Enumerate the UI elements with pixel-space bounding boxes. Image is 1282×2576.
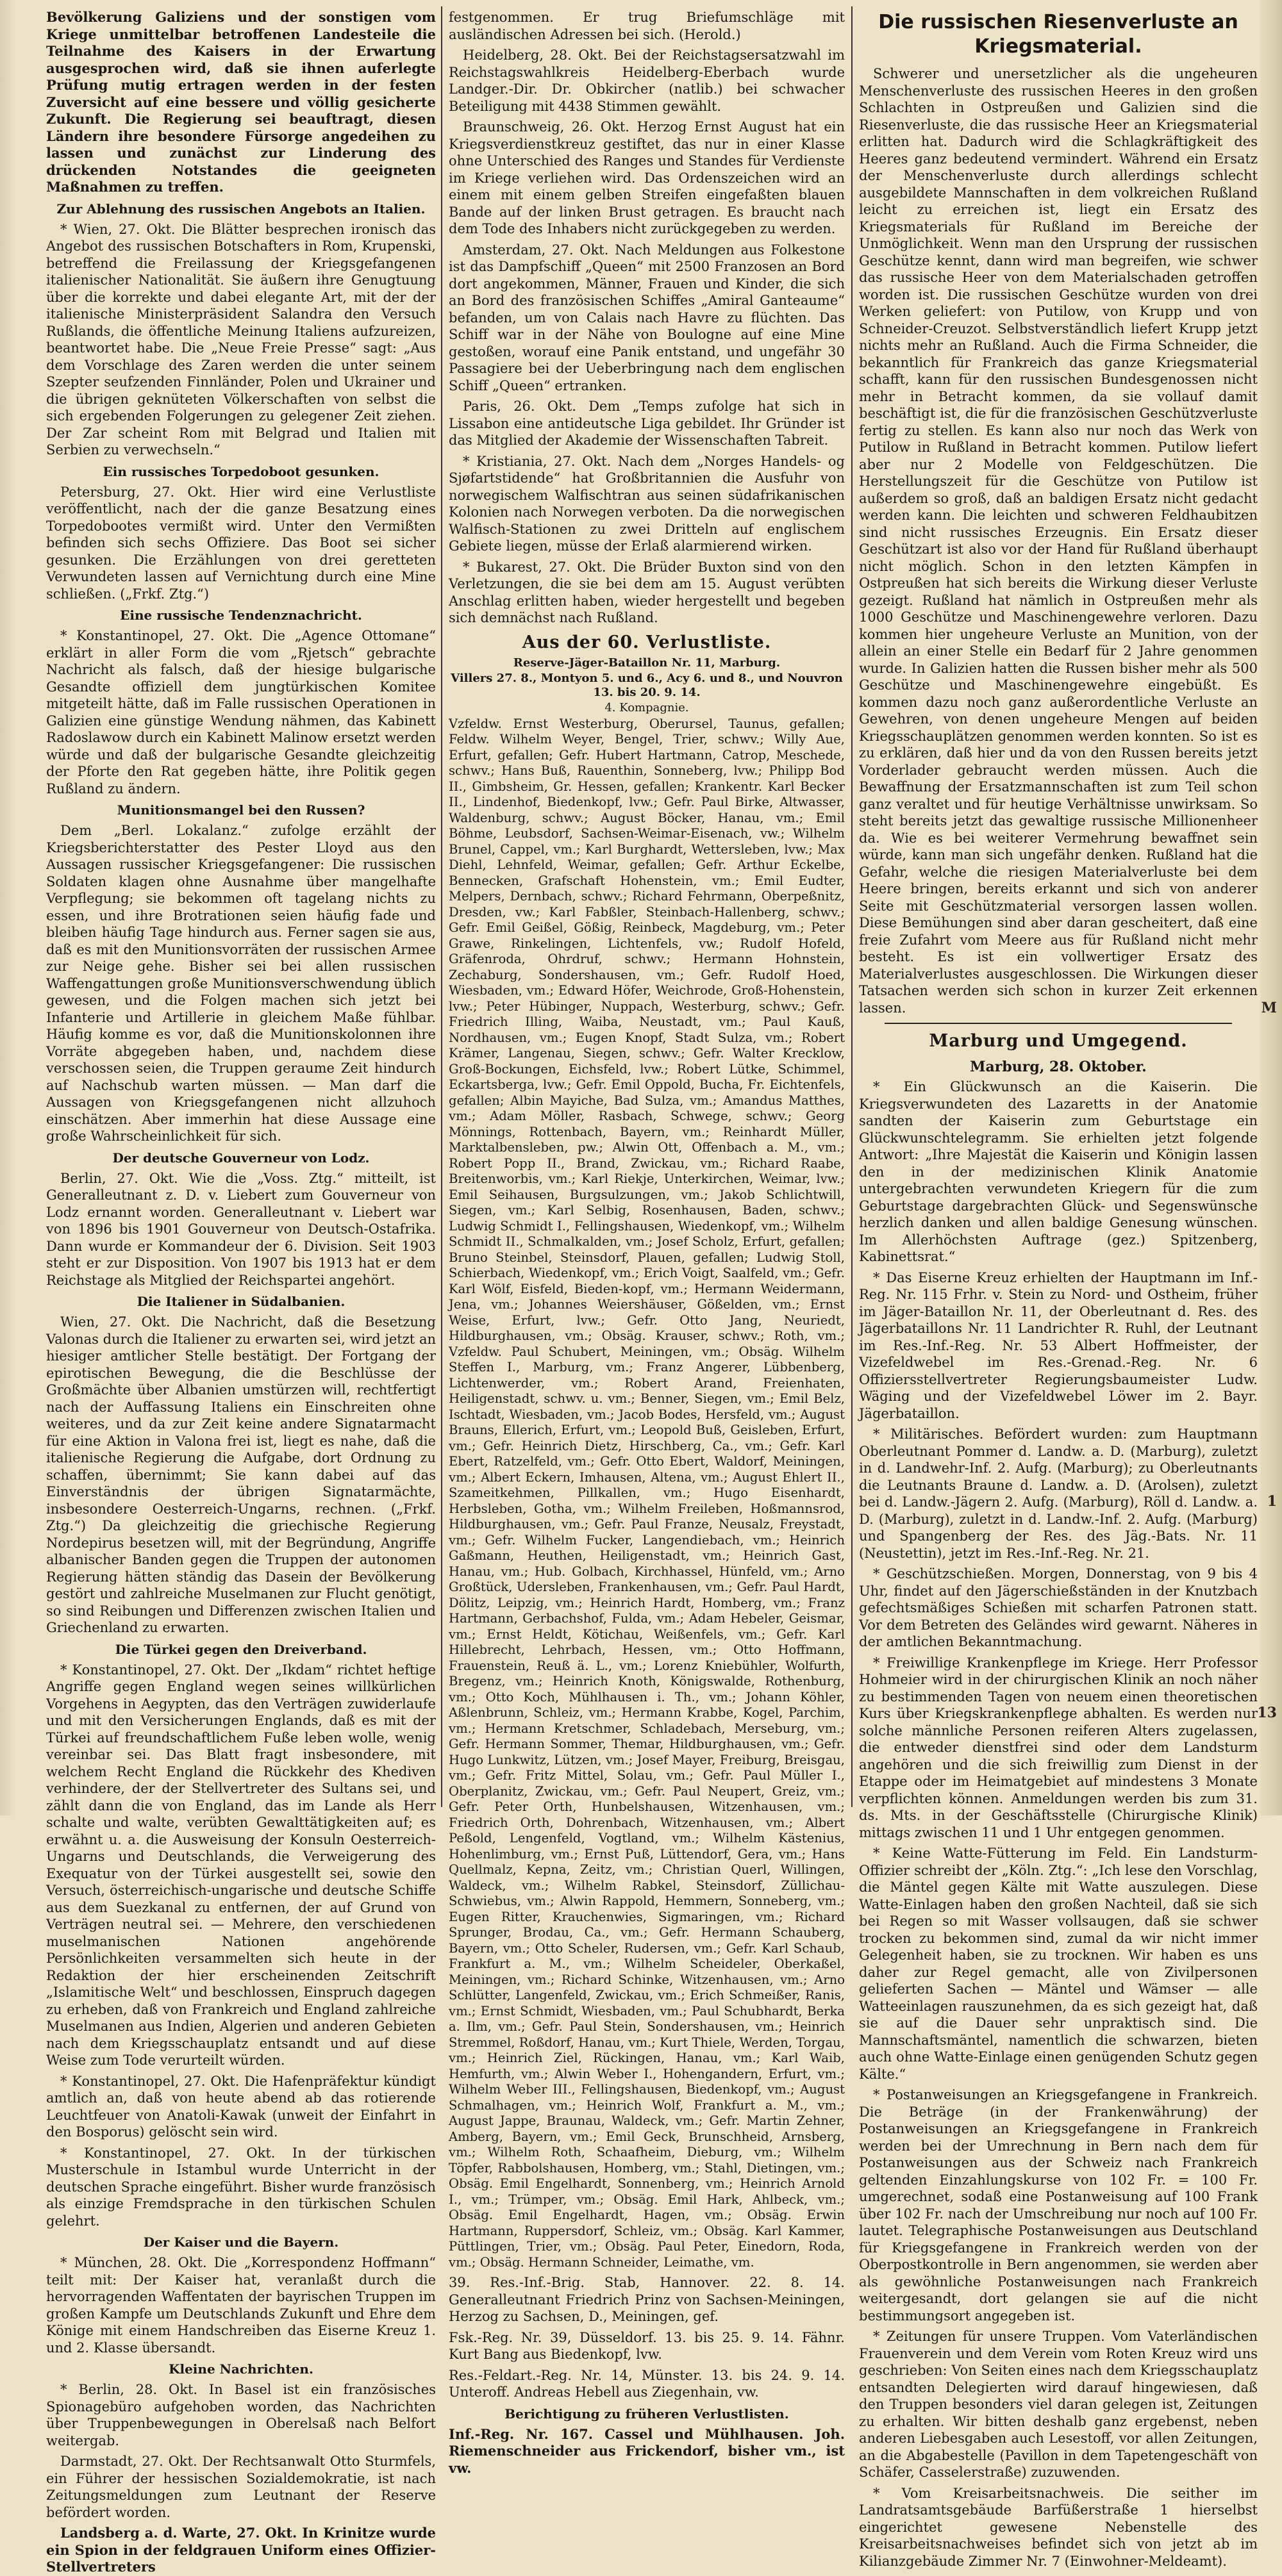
adjacent-page-edge	[1257, 0, 1282, 1815]
article-military: * Militärisches. Befördert wurden: zum Hauptmann Oberleutnant Pommer d. Landw. a. D. (Marburg), zuletzt in d. Landwehr-Inf. 2. Aufg. (Marburg); zu Oberleutnants die Leutnants Braune d. Landw. a. D. (Arolsen), zuletzt bei d. Landw.-Jägern 2. Aufg. (Marburg), Röll d. Landw. a. D. (Marburg), zuletzt in d. Landw.-Inf. 2. Aufg. (Marburg) und Spangenberg der Res. des Jäg.-Bats. Nr. 11 (Neustettin), jetzt im Res.-Inf.-Reg. Nr. 21.	[859, 1426, 1258, 1561]
column-3	[859, 9, 1258, 2569]
article-school: * Konstantinopel, 27. Okt. In der türkischen Musterschule in Istambul wurde Unterricht in der deutschen Sprache eingeführt. Bisher wurde französisch als einzige Fremdsprache in den türkischen Schulen gelehrt.	[46, 2145, 436, 2229]
column-rule-1	[441, 6, 442, 1807]
article-munitions: Dem „Berl. Lokalanz.“ zufolge erzählt der Kriegsberichterstatter des Pester Lloyd aus den Aussagen russischer Kriegsgefangener: Die russischen Soldaten klagen ohne Ausnahme über mangelhafte Verpflegung; sie bekommen oft tagelang nichts zu essen, und ihre Brotrationen seien häufig fade und bleiben häufig Tage hindurch aus. Ferner sagen sie aus, daß es mit den Munitionsvorräten der russischen Armee zur Neige gehe. Bisher sei bei allen russischen Waffengattungen große Munitionsverschwendung üblich gewesen, und die Folgen machen sich jetzt bei Infanterie und Artillerie in gleichem Maße fühlbar. Häufig komme es vor, daß die Munitionskolonnen ihre Vorräte abgegeben haben, und, nachdem diese verschossen seien, die Truppen geraume Zeit hindurch auf Nachschub warten müssen. — Man darf die Aussagen von Kriegsgefangenen nicht allzuhoch einschätzen. Aber immerhin hat diese Aussage eine große Wahrscheinlichkeit für sich.	[46, 823, 436, 1144]
article-bukarest: * Bukarest, 27. Okt. Die Brüder Buxton sind von den Verletzungen, die sie bei dem am 15. August verübten Anschlag erlitten haben, wieder hergestellt und begeben sich demnächst nach Rußland.	[449, 559, 845, 625]
article-labor-office: * Vom Kreisarbeitsnachweis. Die seither im Landratsamtsgebäude Barfüßerstraße 1 hierselbst eingerichtet gewesene Nebenstelle des Kreisarbeitsnachweises befindet sich von jetzt ab im Kilianzgebäude Zimmer Nr. 7 (Einwohner-Meldeamt).	[859, 2485, 1258, 2569]
casualty-list-title: Aus der 60. Verlustliste.	[522, 632, 772, 652]
article-russian-losses: Schwerer und unersetzlicher als die ungeheuren Menschenverluste des russischen Heeres in den großen Schlachten in Ostpreußen und Galizien sind die Riesenverluste, die das russische Heer an Kriegsmaterial erlitten hat. Dadurch wird die Schlagkräftigkeit des Heeres ganz bedeutend vermindert. Während ein Ersatz der Menschenverluste durch allerdings schlecht ausgebildete Mannschaften in dem volkreichen Rußland leicht zu erreichen ist, liegt ein Ersatz des Kriegsmaterials für Rußland im Bereiche der Unmöglichkeit. Wenn man den Ursprung der russischen Geschütze kennt, dann wird man begreifen, wie schwer das russische Heer von dem Materialschaden getroffen worden ist. Die russischen Geschütze wurden von drei Werken geliefert: von Putilow, von Krupp und von Schneider-Creuzot. Selbstverständlich liefert Krupp jetzt nichts mehr an Rußland. Auch die Firma Schneider, die bekanntlich für Frankreich das ganze Kriegsmaterial schafft, kann für den russischen Bundesgenossen nicht mehr in Betracht kommen, da sie vollauf damit beschäftigt ist, die für die französischen Geschützverluste fertig zu stellen. Es kann also nur noch das Werk von Putilow in Rußland in Betracht kommen. Putilow liefert aber nur 2 Modelle von Feldgeschützen. Die Herstellungszeit für die Geschütze von Putilow ist außerdem so groß, daß an baldigen Ersatz nicht gedacht werden kann. Die leichten und schweren Feldhaubitzen sind nicht russisches Erzeugnis. Ein Ersatz dieser Geschützart ist also vor der Hand für Rußland überhaupt nicht möglich. Schon in den letzten Kämpfen in Ostpreußen hat sich bereits die Wirkung dieser Verluste gezeigt. Rußland hat nämlich in Ostpreußen mehr als 1000 Geschütze und Maschinengewehre verloren. Dazu kommen hier ungeheure Verluste an Munition, von der allein an einer Stelle ein Bedarf für 2 Jahre genommen wurde. In Galizien hatten die Russen bisher mehr als 500 Geschütze und Maschinengewehre eingebüßt. Es kommen dazu noch ganz außerordentliche Verluste an Gewehren, von denen ungeheure Mengen auf beiden Kriegsschauplätzen genommen werden konnten. So ist es zu erklären, daß hier und da von den Russen bereits jetzt Vorderlader gebraucht werden müssen. Auch die Bewaffnung der Ersatzmannschaften ist zum Teil schon ganz veraltet und für heutige Verhältnisse unwirksam. So steht bereits jetzt das gewaltige russische Millionenheer da. Wie es bei weiterer Vermehrung bewaffnet sein würde, kann man sich ungefähr denken. Rußland hat die Gefahr, welche die riesigen Materialverluste bei dem Heere bringen, bereits erkannt und sich von anderer Seite mit Geschützmaterial versorgen lassen wollen. Diese Bemühungen sind aber daran gescheitert, daß eine freie Zufahrt vom Meere aus für Rußland nicht mehr besteht. Es ist ein vollwertiger Ersatz des Materialverlustes ausgeschlossen. Die Wirkungen dieser Tatsachen werden sich schon in kurzer Zeit erkennen lassen.	[859, 66, 1258, 1016]
article-galicia: Bevölkerung Galiziens und der sonstigen vom Kriege unmittelbar betroffenen Landesteile die Teilnahme des Kaisers in der Erwartung ausgesprochen wird, daß sie ihnen auferlegte Prüfung mutig ertragen werden in der festen Zuversicht auf eine bessere und völlig gesicherte Zukunft. Die Regierung sei beauftragt, diesen Ländern ihre besondere Fürsorge angedeihen zu lassen und zunächst zur Linderung des drückenden Notstandes die geeigneten Maßnahmen zu treffen.	[46, 9, 436, 195]
article-russian-report: * Konstantinopel, 27. Okt. Die „Agence Ottomane“ erklärt in aller Form die vom „Rjetsch“ gebrachte Nachricht als falsch, daß der hiesige bulgarische Gesandte offiziell dem jungtürkischen Komitee mitgeteilt hätte, daß im Falle russischen Operationen in Galizien eine günstige Wendung nähmen, das Kabinett Radoslawow durch ein Kabinett Malinow ersetzt werden würde und daß der bulgarische Gesandte gleichzeitig der Pforte den Rat gegeben hätte, ihre Politik gegen Rußland zu ändern.	[46, 628, 436, 797]
article-kristiania: * Kristiania, 27. Okt. Nach dem „Norges Handels- og Sjøfartstidende“ hat Großbritannien die Ausfuhr von norwegischem Walfischtran aus seinen südafrikanischen Kolonien nach Norwegen verboten. Da die norwegischen Walfisch-Stationen zu zwei Dritteln auf englischem Gebiete liegen, müsse der Erlaß alarmierend wirken.	[449, 453, 845, 554]
article-lighthouse: * Konstantinopel, 27. Okt. Die Hafenpräfektur kündigt amtlich an, daß von heute abend ab das rotierende Leuchtfeuer von Anatoli-Kawak (unweit der Einfahrt in den Bosporus) gelöscht sein wird.	[46, 2073, 436, 2140]
article-paris: Paris, 26. Okt. Dem „Temps zufolge hat sich in Lissabon eine antideutsche Liga gebildet. Ihr Gründer ist das Mitglied der Akademie der Wissenschaften Tabreit.	[449, 399, 845, 448]
headline-russian-report: Eine russische Tendenznachricht.	[120, 607, 362, 623]
section-divider	[885, 1023, 1232, 1024]
headline-kaiser-bavarians: Der Kaiser und die Bayern.	[143, 2234, 339, 2250]
headline-munitions: Munitionsmangel bei den Russen?	[117, 802, 365, 818]
article-money-orders: * Postanweisungen an Kriegsgefangene in Frankreich. Die Beträge (in der Frankenwährung) der Postanweisungen an Kriegsgefangene in Frankreich werden bei der Umrechnung in Bern nach dem für Postanweisungen aus der Schweiz nach Frankreich geltenden Einzahlungskurse von 102 Fr. = 100 Fr. umgerechnet, sodaß eine Postanweisung auf 100 Frank über 102 Fr. nach der Umschreibung nur noch auf 100 Fr. lautet. Telegraphische Postanweisungen aus Deutschland für Kriegsgefangene in Frankreich werden von der Oberpostkontrolle in Bern angenommen, sie werden aber als gewöhnliche Postanweisungen nach Frankreich weitergesandt, dort gelangen sie auf die nicht bestimmungsort angegeben ist.	[859, 2087, 1258, 2324]
headline-short-news: Kleine Nachrichten.	[169, 2361, 313, 2377]
article-newspapers-troops: * Zeitungen für unsere Truppen. Vom Vaterländischen Frauenverein und dem Verein vom Roten Kreuz wird uns geschrieben: Von Seiten eines nach dem Kriegsschauplatz entsandten Delegierten wird darauf hingewiesen, daß den Truppen besonders viel daran gelegen ist, Zeitungen zu erhalten. Wir bitten deshalb ganz ergebenst, neben anderen Liebesgaben auch Lesestoff, vor allen Zeitungen, an die Abgabestelle (Pavillon in dem Tapetengeschäft von Schäfer, Casselerstraße) zuzuwenden.	[859, 2329, 1258, 2480]
headline-russian-losses: Die russischen Riesenverluste an Kriegsmaterial.	[878, 11, 1238, 58]
casualty-feldart-reg: Res.-Feldart.-Reg. Nr. 14, Münster. 13. bis 24. 9. 14. Unteroff. Andreas Hebell aus Ziegenhain, vw.	[449, 2367, 845, 2400]
headline-torpedo-boat: Ein russisches Torpedoboot gesunken.	[103, 463, 379, 479]
page-fold-shadow	[0, 0, 17, 1815]
article-iron-cross: * Das Eiserne Kreuz erhielten der Hauptmann im Inf.-Reg. Nr. 115 Frhr. v. Stein zu Nord- und Ostheim, früher im Jäger-Bataillon Nr. 11, der Oberleutnant d. Res. des Jägerbataillons Nr. 11 Landrichter R. Ruhl, der Leutnant im Res.-Inf.-Reg. Nr. 53 Albert Hoffmeister, der Vizefeldwebel im Res.-Grenad.-Reg. Nr. 6 Offiziersstellvertreter Regierungsbaumeister Ludw. Wäging und der Vizefeldwebel Löwer im 2. Bayr. Jägerbataillon.	[859, 1269, 1258, 1421]
headline-turkey: Die Türkei gegen den Dreiverband.	[115, 1641, 367, 1657]
column-2	[449, 9, 845, 2476]
casualty-fsk-reg: Fsk.-Reg. Nr. 39, Düsseldorf. 13. bis 25. 9. 14. Fähnr. Kurt Bang aus Biedenkopf, lvw.	[449, 2329, 845, 2362]
article-heidelberg: Heidelberg, 28. Okt. Bei der Reichstagsersatzwahl im Reichstagswahlkreis Heidelberg-Eberbach wurde Landger.-Dir. Dr. Obkircher (natlib.) bei schwacher Beteiligung mit 4438 Stimmen gewählt.	[449, 47, 845, 114]
casualty-unit-dates: Villers 27. 8., Montyon 5. und 6., Acy 6. und 8., und Nouvron 13. bis 20. 9. 14.	[451, 671, 843, 699]
headline-italy-offer: Zur Ablehnung des russischen Angebots an Italien.	[56, 201, 426, 217]
headline-corrections: Berichtigung zu früheren Verlustlisten.	[504, 2406, 789, 2422]
column-rule-2	[851, 6, 853, 1807]
edge-mark-3: 13	[1257, 1705, 1277, 1721]
article-nursing: * Freiwillige Krankenpflege im Kriege. Herr Professor Hohmeier wird in der chirurgischen Klinik an noch näher zu bestimmenden Tagen von neuem einen theoretischen Kurs über Kriegskrankenpflege abhalten. Es werden nur solche männliche Personen reiferen Alters zugelassen, die entweder dienstfrei sind oder dem Landsturm angehören und die sich freiwillig zum Dienst in der Etappe oder im Heimatgebiet auf mindestens 3 Monate verpflichten können. Anmeldungen werden bis zum 31. ds. Mts. in der Geschäftsstelle (Chirurgische Klinik) mittags zwischen 11 und 1 Uhr entgegen genommen.	[859, 1655, 1258, 1840]
headline-lodz-governor: Der deutsche Gouverneur von Lodz.	[112, 1150, 370, 1166]
edge-mark-2: 1	[1267, 1493, 1277, 1510]
casualty-brigade: 39. Res.-Inf.-Brig. Stab, Hannover. 22. 8. 14. Generalleutnant Friedrich Prinz von Sachsen-Meiningen, Herzog zu Sachsen, D., Meiningen, gef.	[449, 2275, 845, 2324]
article-landsberg: Landsberg a. d. Warte, 27. Okt. In Krinitze wurde ein Spion in der feldgrauen Uniform eines Offizier-Stellvertreters	[46, 2525, 436, 2575]
section-title-marburg: Marburg und Umgegend.	[929, 1031, 1188, 1051]
article-torpedo-boat: Petersburg, 27. Okt. Hier wird eine Verlustliste veröffentlicht, nach der die ganze Besatzung eines Torpedobootes vermißt wird. Unter den Vermißten befinden sich sechs Offiziere. Das Boot sei sicher gesunken. Die Erzählungen von drei geretteten Verwundeten lassen auf Vernichtung durch eine Mine schließen. („Frkf. Ztg.“)	[46, 484, 436, 602]
corrections-text: Inf.-Reg. Nr. 167. Cassel und Mühlhausen. Joh. Riemenschneider aus Frickendorf, bisher vm., ist vw.	[449, 2425, 845, 2476]
article-cotton-lining: * Keine Watte-Fütterung im Feld. Ein Landsturm-Offizier schreibt der „Köln. Ztg.“: „Ich lese den Vorschlag, die Mäntel gegen Kälte mit Watte auszulegen. Diese Watte-Einlagen haben den großen Nachteil, daß sie sich bei Regen so mit Wasser vollsaugen, daß sie schwer trocken zu bekommen sind, zumal da wir nicht immer Gelegenheit haben, sie zu trocknen. Wir haben es uns daher zur Regel gemacht, alle von Zivilpersonen gelieferten Sachen — Mäntel und Wämser — alle Watteeinlagen rauszunehmen, da es sich gezeigt hat, daß sie auf die Dauer sehr unpraktisch sind. Die Mannschaftsmäntel, namentlich die schwarzen, bieten auch ohne Watte-Einlage einen genügenden Schutz gegen Kälte.“	[859, 1845, 1258, 2082]
article-empress-greeting: * Ein Glückwunsch an die Kaiserin. Die Kriegsverwundeten des Lazaretts in der Anatomie sandten der Kaiserin zum Geburtstage ein Glückwunschtelegramm. Sie erhielten jetzt folgende Antwort: „Ihre Majestät die Kaiserin und Königin lassen den in der medizinischen Klinik Anatomie untergebrachten verwundeten Kriegern für die zum Geburtstage dargebrachten Glück- und Segenswünsche herzlich danken und allen baldige Genesung wünschen. Im Allerhöchsten Auftrage (gez.) Spitzenberg, Kabinettsrat.“	[859, 1079, 1258, 1264]
edge-mark-1: M	[1261, 1000, 1277, 1016]
article-spy-bureau: * Berlin, 28. Okt. In Basel ist ein französisches Spionagebüro aufgehoben worden, das Nachrichten über Truppenbewegungen in Oberelsaß nach Belfort weitergab.	[46, 2382, 436, 2448]
article-albania: Wien, 27. Okt. Die Nachricht, daß die Besetzung Valonas durch die Italiener zu erwarten sei, wird jetzt an hiesiger amtlicher Stelle bestätigt. Der Fortgang der epirotischen Bewegung, die die Beschlüsse der Großmächte über Albanien umstürzen will, rechtfertigt nach der Auffassung Italiens ein Einschreiten ohne weiteres, und da zur Zeit keine andere Signatarmacht für eine Aktion in Valona frei ist, liegt es nahe, daß die italienische Regierung die Aufgabe, dort Ordnung zu schaffen, übernimmt; Sie kann dabei auf das Einverständnis der übrigen Signatarmächte, insbesondere Oesterreich-Ungarns, rechnen. („Frkf. Ztg.“) Da gleichzeitig die griechische Regierung Nordepirus besetzen will, mit der Begründung, Angriffe albanischer Banden gegen die Truppen der autonomen Regierung hätten ständig das Dasein der Bevölkerung gestört und zahlreiche Muselmanen zur Flucht genötigt, so sind Reibungen und Differenzen zwischen Italien und Griechenland zu erwarten.	[46, 1314, 436, 1635]
article-turkey: * Konstantinopel, 27. Okt. Der „Ikdam“ richtet heftige Angriffe gegen England wegen seines willkürlichen Vorgehens in Aegypten, das den Verträgen zuwiderlaufe und mit den Versicherungen Englands, daß es mit der Türkei auf freundschaftlichem Fuße leben wolle, wenig vereinbar sei. Das Blatt fragt insbesondere, mit welchem Recht England die Rückkehr des Khediven verhindere, der der Stellvertreter des Sultans sei, und zählt dann die von England, das im Lande als Herr schalte und walte, verübten Gewalttätigkeiten auf; es erwähnt u. a. die Ausweisung der Konsuln Oesterreich-Ungarns und Deutschlands, die Verweigerung des Exequatur von der Türkei ausgestellt sei, sowie den Versuch, österreichisch-ungarische und deutsche Schiffe aus dem Suezkanal zu entfernen, der auf Grund von Verträgen neutral sei. — Mehrere, den verschiedenen muselmanischen Nationen angehörende Persönlichkeiten versammelten sich heute in der Redaktion der hier erscheinenden Zeitschrift „Islamitische Welt“ und beschlossen, Einspruch dagegen zu erheben, daß von Frankreich und England zahlreiche Muselmanen aus Indien, Algerien und anderen Gebieten nach dem Kriegsschauplatz entsandt und auf diese Weise zum Tode verurteilt würden.	[46, 1662, 436, 2068]
headline-albania: Die Italiener in Südalbanien.	[137, 1294, 345, 1309]
dateline-marburg: Marburg, 28. Oktober.	[970, 1059, 1147, 1075]
article-landsberg-cont: festgenommen. Er trug Briefumschläge mit ausländischen Adressen bei sich. (Herold.)	[449, 10, 845, 42]
column-1	[46, 9, 436, 2575]
article-amsterdam: Amsterdam, 27. Okt. Nach Meldungen aus Folkestone ist das Dampfschiff „Queen“ mit 2500 Franzosen an Bord dort angekommen, Männer, Frauen und Kinder, die sich an Bord des französischen Schiffes „Amiral Ganteaume“ befanden, um von Calais nach Havre zu flüchten. Das Schiff war in der Nähe von Boulogne auf eine Mine gestoßen, worauf eine Panik entstand, und ungefähr 30 Passagiere bei der Ueberbringung nach dem englischen Schiff „Queen“ ertranken.	[449, 242, 845, 393]
article-italy-offer: * Wien, 27. Okt. Die Blätter besprechen ironisch das Angebot des russischen Botschafters in Rom, Krupenski, betreffend die Freilassung der Kriegsgefangenen italienischer Nationalität. Sie äußern ihre Genugtuung über die korrekte und dabei elegante Art, mit der der italienische Ministerpräsident Salandra den Versuch Rußlands, die öffentliche Meinung Italiens aufzureizen, beantwortet habe. Die „Neue Freie Presse“ sagt: „Aus dem Vorschlage des Zaren werden die unter seinem Szepter seufzenden Finnländer, Polen und Ukrainer und die übrigen geknüteten Völkerschaften von selbst die sich ergebenden Folgerungen zu gelegener Zeit ziehen. Der Zar scheint Rom mit Belgrad und Italien mit Serbien zu verwechseln.“	[46, 221, 436, 458]
article-lodz-governor: Berlin, 27. Okt. Wie die „Voss. Ztg.“ mitteilt, ist Generalleutnant z. D. v. Liebert zum Gouverneur von Lodz ernannt worden. Generalleutnant v. Liebert war von 1896 bis 1901 Gouverneur von Deutsch-Ostafrika. Dann wurde er Kommandeur der 6. Division. Seit 1903 steht er zur Disposition. Von 1907 bis 1913 hat er dem Reichstage als Mitglied der Reichspartei angehört.	[46, 1170, 436, 1288]
article-shooting: * Geschützschießen. Morgen, Donnerstag, von 9 bis 4 Uhr, findet auf den Jägerschießständen in der Knutzbach gefechtsmäßiges Schießen mit scharfen Patronen statt. Vor dem Betreten des Geländes wird gewarnt. Näheres in der amtlichen Bekanntmachung.	[859, 1566, 1258, 1649]
article-kaiser-bavarians: * München, 28. Okt. Die „Korrespondenz Hoffmann“ teilt mit: Der Kaiser hat, veranlaßt durch die hervorragenden Waffentaten der bayrischen Truppen im großen Kampfe um Deutschlands Zukunft und Ehre dem Könige mit einem Handschreiben das Eiserne Kreuz 1. und 2. Klasse übersandt.	[46, 2255, 436, 2356]
casualty-list-text: Vzfeldw. Ernst Westerburg, Oberursel, Taunus, gefallen; Feldw. Wilhelm Weyer, Bengel, Trier, schwv.; Willy Aue, Erfurt, gefallen; Gefr. Hubert Hartmann, Catrop, Meschede, schwv.; Hans Buß, Rauenthin, Sonneberg, lvw.; Philipp Bod II., Gimbsheim, Gr. Hessen, gefallen; Krankentr. Karl Becker II., Lindenhof, Biedenkopf, lvw.; Gefr. Paul Birke, Altwasser, Waldenburg, schwv.; August Böcker, Hanau, vm.; Emil Böhme, Leubsdorf, Sachsen-Weimar-Eisenach, vw.; Wilhelm Brunel, Cappel, vm.; Karl Burghardt, Wettersleben, lvw.; Max Diehl, Lehnfeld, Weimar, gefallen; Gefr. Arthur Eckelbe, Bennecken, Grafschaft Hohenstein, vm.; Emil Eudter, Melpers, Dernbach, schwv.; Richard Fehrmann, Oberpeßnitz, Dresden, vw.; Karl Fabßler, Steinbach-Hallenberg, schwv.; Gefr. Emil Geißel, Gößig, Reinbeck, Magdeburg, vm.; Peter Grawe, Rinkelingen, Lichtenfels, vw.; Rudolf Hofeld, Gräfenroda, Ohrdruf, schwv.; Hermann Hohnstein, Zechaburg, Sondershausen, vm.; Gefr. Rudolf Hoed, Wiesbaden, vm.; Edward Höfer, Weichrode, Groß-Hohenstein, lvw.; Peter Hübinger, Nuppach, Westerburg, schwv.; Gefr. Friedrich Illing, Waiba, Neustadt, vm.; Paul Kauß, Nordhausen, vm.; Eugen Knopf, Stadt Sulza, vm.; Robert Krämer, Langenau, Siegen, schwv.; Gefr. Walter Krecklow, Groß-Bockungen, Eichsfeld, lvw.; Robert Lütke, Schimmel, Eckartsberga, lvw.; Gefr. Emil Oppold, Bucha, Fr. Eichtenfels, gefallen; Albin Mayiche, Bad Sulza, vm.; Amandus Matthes, vm.; Adam Möller, Rasbach, Schwege, schwv.; Georg Mönnings, Rottenbach, Bayern, vm.; Reinhardt Müller, Marktalbensleben, pw.; Alwin Ott, Offenbach a. M., vm.; Robert Popp II., Brand, Zwickau, vm.; Richard Raabe, Breitenworbis, vm.; Karl Riekje, Unterkirchen, Weimar, lvw.; Emil Seihausen, Burgsulzungen, vm.; Jakob Schlichtwill, Siegen, vm.; Karl Selbig, Rosenhausen, Baden, schwv.; Ludwig Schmidt I., Fellingshausen, Wiedenkopf, vm.; Wilhelm Schmidt II., Schmalkalden, vm.; Josef Scholz, Erfurt, gefallen; Bruno Steinbel, Steinsdorf, Plauen, gefallen; Ludwig Stoll, Schierbach, Wiedenkopf, vm.; Erich Voigt, Saalfeld, vm.; Gefr. Karl Wölf, Eisfeld, Bieden-kopf, vm.; Hermann Weidermann, Jena, vm.; Johannes Weiershäuser, Gößelden, vm.; Ernst Weise, Erfurt, lvw.; Gefr. Otto Jang, Neuriedt, Hildburghausen, vm.; Obsäg. Krauser, schwv.; Roth, vm.; Vzfeldw. Paul Schubert, Meiningen, vm.; Obsäg. Wilhelm Steffen I., Marburg, vm.; Franz Angerer, Lübbenberg, Lichtenwerder, vm.; Robert Arand, Freienhaten, Heiligenstadt, schwv. u. vm.; Benner, Siegen, vm.; Emil Belz, Ischtadt, Wiesbaden, vm.; Jacob Bodes, Hersfeld, vm.; August Brauns, Ellerich, Erfurt, vm.; Leopold Buß, Geisleben, Erfurt, vm.; Gefr. Heinrich Dietz, Hirschberg, Ca., vm.; Gefr. Karl Ebert, Ratzelfeld, vm.; Gefr. Otto Ebert, Waldorf, Meiningen, vm.; Albert Eckern, Imhausen, Altena, vm.; August Ehlert II., Szameitkehmen, Pillkallen, vm.; Hugo Eisenhardt, Herbsleben, Gotha, vm.; Wilhelm Freileben, Hoßmannsrod, Hildburghausen, vm.; Gefr. Paul Franze, Neusalz, Freystadt, vm.; Gefr. Wilhelm Fucker, Langendiebach, vm.; Heinrich Gaßmann, Heuthen, Heiligenstadt, vm.; Heinrich Gast, Hanau, vm.; Hub. Golbach, Kirchhassel, Hünfeld, vm.; Arno Großtück, Udersleben, Frankenhausen, vm.; Gefr. Paul Hardt, Dölitz, Leipzig, vm.; Heinrich Hardt, Homberg, vm.; Franz Hartmann, Gerbachshof, Fulda, vm.; Adam Hebeler, Geismar, vm.; Ernst Heldt, Kötichau, Weißenfels, vm.; Gefr. Karl Hillebrecht, Lehrbach, Hessen, vm.; Otto Hoffmann, Frauenstein, Reuß ä. L., vm.; Lorenz Kniebühler, Wolfurth, Bregenz, vm.; Heinrich Knoth, Königswalde, Rothenburg, vm.; Otto Koch, Mühlhausen i. Th., vm.; Johann Köhler, Aßlenbrunn, Schleiz, vm.; Hermann Krabbe, Kogel, Parchim, vm.; Hermann Kretschmer, Schladebach, Merseburg, vm.; Gefr. Hermann Sommer, Themar, Hildburghausen, vm.; Gefr. Hugo Lunkwitz, Lützen, vm.; Josef Mayer, Freiburg, Breisgau, vm.; Gefr. Fritz Mittel, Solau, vm.; Gefr. Paul Müller I., Oberplanitz, Zwickau, vm.; Gefr. Paul Neupert, Greiz, vm.; Gefr. Peter Orth, Hunbelshausen, Witzenhausen, vm.; Friedrich Orth, Dohrenbach, Witzenhausen, vm.; Albert Peßold, Lengenfeld, Vogtland, vm.; Wilhelm Kästenius, Hohenlimburg, vm.; Ernst Puß, Lüttendorf, Gera, vm.; Hans Quellmalz, Kepna, Zeitz, vm.; Christian Querl, Willingen, Waldeck, vm.; Wilhelm Rabkel, Steinsdorf, Züllichau-Schwiebus, vm.; Alwin Rappold, Hemmern, Sonneberg, vm.; Eugen Ritter, Krauchenwies, Sigmaringen, vm.; Richard Sprunger, Brodau, Ca., vm.; Gefr. Hermann Schauberg, Bayern, vm.; Otto Scheler, Rudersen, vm.; Gefr. Karl Schaub, Frankfurt a. M., vm.; Wilhelm Scheideler, Oberkaßel, Meiningen, vm.; Richard Schinke, Witzenhausen, vm.; Arno Schlütter, Langenfeld, Zwickau, vm.; Erich Schmeißer, Ranis, vm.; Ernst Schmidt, Wiesbaden, vm.; Paul Schubhardt, Berka a. Ilm, vm.; Gefr. Paul Stein, Sondershausen, vm.; Heinrich Stremmel, Roßdorf, Hanau, vm.; Kurt Thiele, Werden, Torgau, vm.; Heinrich Ziel, Rückingen, Hanau, vm.; Karl Waib, Hemfurth, vm.; Alwin Weber I., Hohengandern, Erfurt, vm.; Wilhelm Weber III., Fellingshausen, Biedenkopf, vm.; August Schmalhagen, vm.; Heinrich Wolf, Frankfurt a. M., vm.; August Jappe, Braunau, Waldeck, vm.; Gefr. Martin Zehner, Amberg, Bayern, vm.; Emil Geck, Brunschheid, Arnsberg, vm.; Wilhelm Roth, Schaafheim, Dieburg, vm.; Wilhelm Töpfer, Rabbolshausen, Homberg, vm.; Stahl, Dietingen, vm.; Obsäg. Emil Engelhardt, Sonnenberg, vm.; Heinrich Arnold I., vm.; Trümper, vm.; Obsäg. Emil Hark, Ahlbeck, vm.; Obsäg. Emil Engelhardt, Hagen, vm.; Obsäg. Erwin Hartmann, Ruppersdorf, Schleiz, vm.; Obsäg. Karl Kammer, Püttlingen, Trier, vm.; Obsäg. Paul Peter, Einedorn, Roda, vm.; Obsäg. Hermann Schneider, Leimathe, vm.	[449, 716, 845, 2270]
casualty-company: 4. Kompagnie.	[604, 700, 689, 714]
casualty-unit-heading: Reserve-Jäger-Bataillon Nr. 11, Marburg.	[513, 656, 781, 670]
article-darmstadt: Darmstadt, 27. Okt. Der Rechtsanwalt Otto Sturmfels, ein Führer der hessischen Sozialdemokratie, ist nach Zeitungsmeldungen zum Leutnant der Reserve befördert worden.	[46, 2454, 436, 2520]
article-braunschweig: Braunschweig, 26. Okt. Herzog Ernst August hat ein Kriegsverdienstkreuz gestiftet, das nur in einer Klasse ohne Unterschied des Ranges und Standes für Verdienste im Kriege verliehen wird. Das Ordenszeichen wird an einem mit einem gelben Streifen eingefaßten blauen Bande auf der linken Brust getragen. Es braucht nach dem Tode des Inhabers nicht zurückgegeben zu werden.	[449, 119, 845, 236]
